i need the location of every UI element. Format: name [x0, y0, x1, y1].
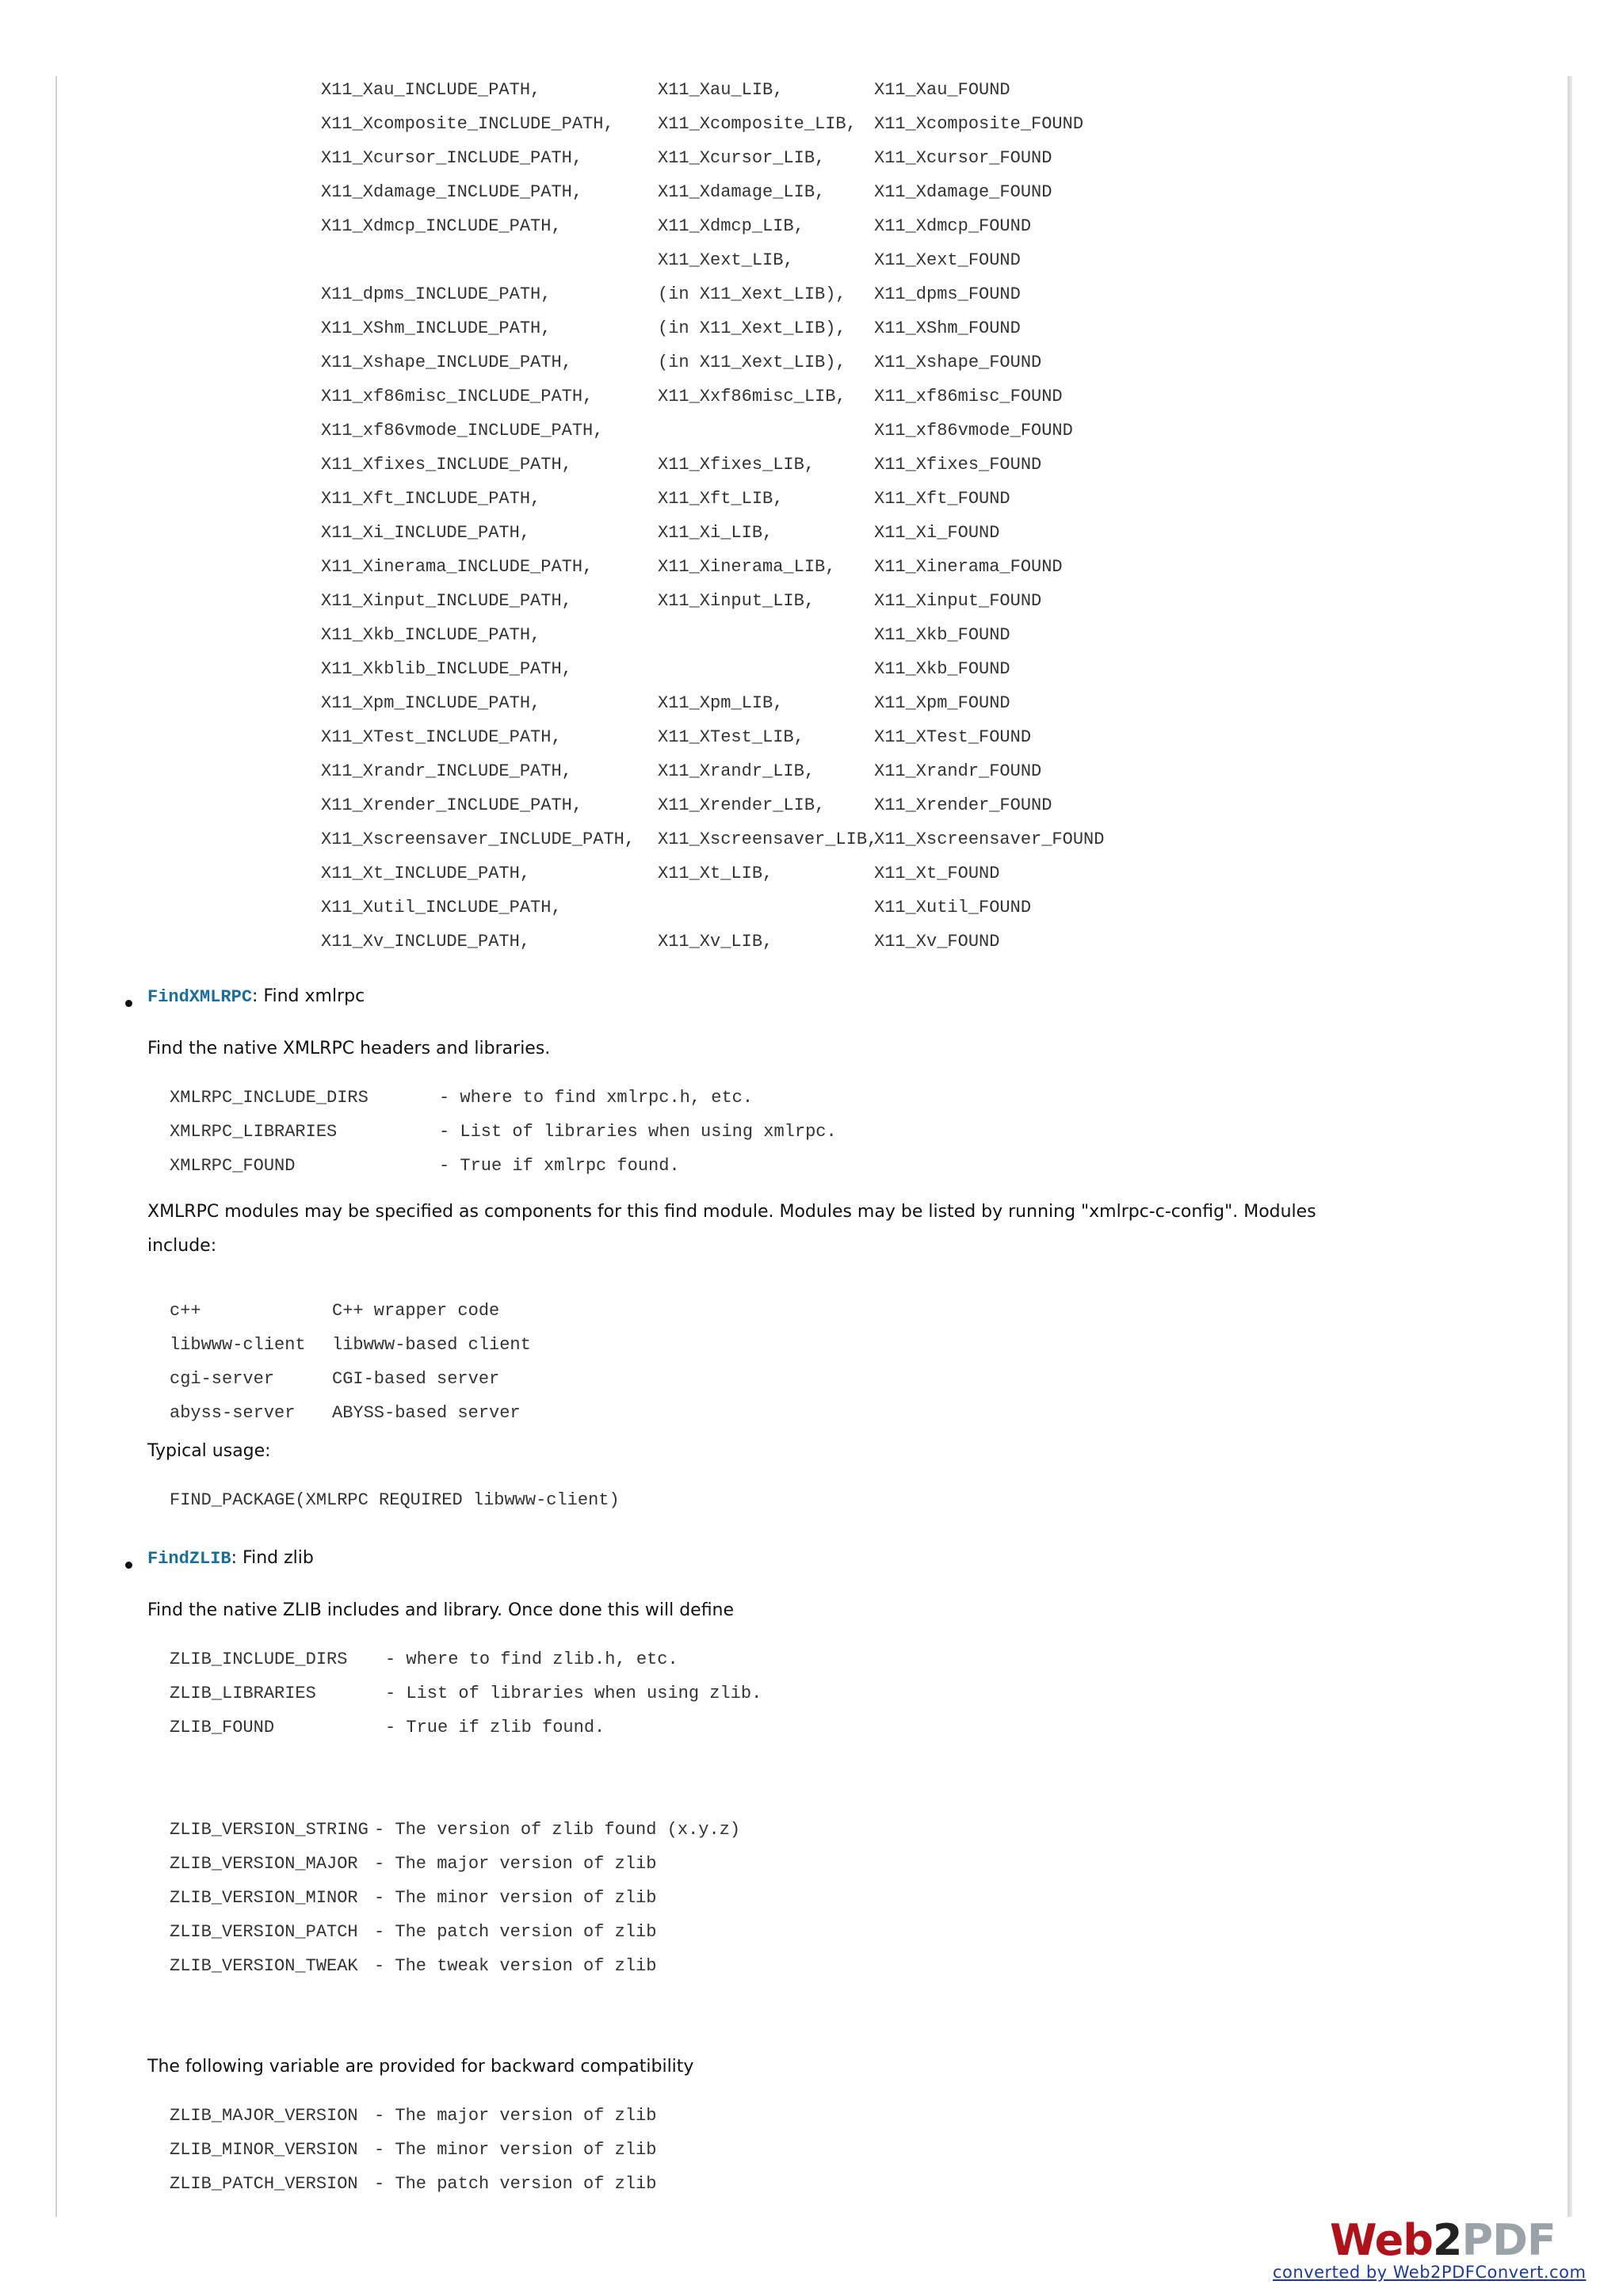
lib-cell: X11_Xcursor_LIB,	[658, 148, 826, 168]
var-description: - where to find xmlrpc.h, etc.	[439, 1088, 754, 1108]
include-path-cell: X11_xf86vmode_INCLUDE_PATH,	[321, 421, 604, 441]
findxmlrpc-summary: : Find xmlrpc	[252, 986, 365, 1006]
found-cell: X11_Xcomposite_FOUND	[874, 114, 1084, 134]
include-path-cell: X11_Xcursor_INCLUDE_PATH,	[321, 148, 583, 168]
include-path-cell: X11_Xinput_INCLUDE_PATH,	[321, 591, 572, 611]
var-description: ABYSS-based server	[332, 1403, 521, 1423]
found-cell: X11_Xt_FOUND	[874, 864, 1000, 883]
var-description: - List of libraries when using xmlrpc.	[439, 1122, 837, 1142]
var-name: ZLIB_FOUND	[170, 1718, 275, 1737]
findzlib-link[interactable]: FindZLIB	[147, 1549, 231, 1569]
found-cell: X11_Xdmcp_FOUND	[874, 216, 1032, 236]
var-description: - The minor version of zlib	[374, 1888, 657, 1908]
lib-cell: X11_Xrender_LIB,	[658, 795, 826, 815]
lib-cell: X11_Xi_LIB,	[658, 523, 773, 543]
var-description: - True if zlib found.	[385, 1718, 605, 1737]
page-border-left	[55, 76, 57, 2217]
var-description: - The major version of zlib	[374, 2106, 657, 2126]
var-description: - List of libraries when using zlib.	[385, 1684, 762, 1703]
include-path-cell: X11_Xft_INCLUDE_PATH,	[321, 489, 541, 509]
bullet-findxmlrpc	[125, 1000, 132, 1007]
found-cell: X11_Xinerama_FOUND	[874, 557, 1063, 577]
var-name: abyss-server	[170, 1403, 296, 1423]
var-description: - The minor version of zlib	[374, 2140, 657, 2160]
lib-cell: X11_Xrandr_LIB,	[658, 761, 815, 781]
var-name: ZLIB_PATCH_VERSION	[170, 2174, 358, 2194]
lib-cell: X11_XTest_LIB,	[658, 727, 804, 747]
include-path-cell: X11_Xutil_INCLUDE_PATH,	[321, 898, 562, 917]
lib-cell: X11_Xext_LIB,	[658, 250, 794, 270]
include-path-cell: X11_Xfixes_INCLUDE_PATH,	[321, 455, 572, 475]
include-path-cell: X11_XTest_INCLUDE_PATH,	[321, 727, 562, 747]
found-cell: X11_Xpm_FOUND	[874, 693, 1010, 713]
bullet-findzlib	[125, 1562, 132, 1569]
logo-web: Web	[1330, 2215, 1433, 2265]
include-path-cell: X11_Xrender_INCLUDE_PATH,	[321, 795, 583, 815]
zlib-compat-text: The following variable are provided for backward compatibility	[147, 2057, 694, 2077]
found-cell: X11_Xkb_FOUND	[874, 659, 1010, 679]
xmlrpc-modules-text: XMLRPC modules may be specified as components for this find module. Modules may be listed by running "xmlrpc-c-config". Modules include:	[147, 1202, 1316, 1256]
include-path-cell: X11_XShm_INCLUDE_PATH,	[321, 318, 552, 338]
lib-cell: X11_Xdamage_LIB,	[658, 182, 826, 202]
lib-cell: X11_Xdmcp_LIB,	[658, 216, 804, 236]
found-cell: X11_Xutil_FOUND	[874, 898, 1032, 917]
lib-cell: X11_Xinput_LIB,	[658, 591, 815, 611]
web2pdf-logo	[1330, 2215, 1556, 2265]
var-name: cgi-server	[170, 1369, 275, 1389]
found-cell: X11_Xshape_FOUND	[874, 353, 1042, 372]
var-description: - True if xmlrpc found.	[439, 1156, 680, 1176]
page-border-right	[1568, 76, 1572, 2217]
var-name: ZLIB_LIBRARIES	[170, 1684, 316, 1703]
logo-2: 2	[1432, 2215, 1462, 2265]
found-cell: X11_Xau_FOUND	[874, 80, 1010, 100]
include-path-cell: X11_Xdamage_INCLUDE_PATH,	[321, 182, 583, 202]
found-cell: X11_Xft_FOUND	[874, 489, 1010, 509]
lib-cell: X11_Xxf86misc_LIB,	[658, 387, 846, 406]
include-path-cell: X11_Xkb_INCLUDE_PATH,	[321, 625, 541, 645]
found-cell: X11_Xcursor_FOUND	[874, 148, 1052, 168]
found-cell: X11_Xext_FOUND	[874, 250, 1021, 270]
include-path-cell: X11_Xpm_INCLUDE_PATH,	[321, 693, 541, 713]
findxmlrpc-link[interactable]: FindXMLRPC	[147, 987, 253, 1007]
lib-cell: (in X11_Xext_LIB),	[658, 353, 846, 372]
var-name: c++	[170, 1301, 201, 1321]
var-name: ZLIB_INCLUDE_DIRS	[170, 1650, 348, 1669]
found-cell: X11_Xi_FOUND	[874, 523, 1000, 543]
include-path-cell: X11_Xshape_INCLUDE_PATH,	[321, 353, 572, 372]
include-path-cell: X11_dpms_INCLUDE_PATH,	[321, 284, 552, 304]
lib-cell: X11_Xscreensaver_LIB,	[658, 830, 878, 849]
include-path-cell: X11_xf86misc_INCLUDE_PATH,	[321, 387, 594, 406]
found-cell: X11_Xv_FOUND	[874, 932, 1000, 952]
lib-cell: X11_Xcomposite_LIB,	[658, 114, 857, 134]
findxmlrpc-intro: Find the native XMLRPC headers and libraries.	[147, 1039, 551, 1058]
var-name: ZLIB_VERSION_TWEAK	[170, 1956, 358, 1976]
var-description: - The patch version of zlib	[374, 2174, 657, 2194]
lib-cell: X11_Xfixes_LIB,	[658, 455, 815, 475]
include-path-cell: X11_Xrandr_INCLUDE_PATH,	[321, 761, 572, 781]
var-description: CGI-based server	[332, 1369, 500, 1389]
include-path-cell: X11_Xi_INCLUDE_PATH,	[321, 523, 531, 543]
include-path-cell: X11_Xinerama_INCLUDE_PATH,	[321, 557, 594, 577]
found-cell: X11_dpms_FOUND	[874, 284, 1021, 304]
logo-pdf: PDF	[1461, 2215, 1556, 2265]
lib-cell: X11_Xt_LIB,	[658, 864, 773, 883]
include-path-cell: X11_Xdmcp_INCLUDE_PATH,	[321, 216, 562, 236]
lib-cell: X11_Xft_LIB,	[658, 489, 784, 509]
xmlrpc-usage-label: Typical usage:	[147, 1441, 271, 1461]
var-name: ZLIB_VERSION_PATCH	[170, 1922, 358, 1942]
var-name: ZLIB_VERSION_STRING	[170, 1820, 369, 1840]
lib-cell: X11_Xinerama_LIB,	[658, 557, 836, 577]
found-cell: X11_Xscreensaver_FOUND	[874, 830, 1105, 849]
xmlrpc-usage-code: FIND_PACKAGE(XMLRPC REQUIRED libwww-client)	[170, 1490, 620, 1510]
lib-cell: X11_Xau_LIB,	[658, 80, 784, 100]
found-cell: X11_XShm_FOUND	[874, 318, 1021, 338]
converted-by-link[interactable]: converted by Web2PDFConvert.com	[1273, 2263, 1587, 2282]
include-path-cell: X11_Xv_INCLUDE_PATH,	[321, 932, 531, 952]
var-description: - The major version of zlib	[374, 1854, 657, 1874]
var-description: C++ wrapper code	[332, 1301, 500, 1321]
var-name: ZLIB_VERSION_MINOR	[170, 1888, 358, 1908]
lib-cell: X11_Xpm_LIB,	[658, 693, 784, 713]
findzlib-summary: : Find zlib	[231, 1548, 314, 1568]
var-name: ZLIB_VERSION_MAJOR	[170, 1854, 358, 1874]
found-cell: X11_xf86vmode_FOUND	[874, 421, 1073, 441]
var-name: XMLRPC_LIBRARIES	[170, 1122, 338, 1142]
found-cell: X11_Xfixes_FOUND	[874, 455, 1042, 475]
var-description: libwww-based client	[332, 1335, 531, 1355]
var-description: - The tweak version of zlib	[374, 1956, 657, 1976]
include-path-cell: X11_Xt_INCLUDE_PATH,	[321, 864, 531, 883]
found-cell: X11_Xkb_FOUND	[874, 625, 1010, 645]
var-name: libwww-client	[170, 1335, 306, 1355]
findxmlrpc-heading	[147, 979, 365, 1014]
found-cell: X11_Xrandr_FOUND	[874, 761, 1042, 781]
lib-cell: (in X11_Xext_LIB),	[658, 318, 846, 338]
include-path-cell: X11_Xscreensaver_INCLUDE_PATH,	[321, 830, 636, 849]
var-description: - The patch version of zlib	[374, 1922, 657, 1942]
found-cell: X11_Xdamage_FOUND	[874, 182, 1052, 202]
include-path-cell: X11_Xcomposite_INCLUDE_PATH,	[321, 114, 614, 134]
found-cell: X11_XTest_FOUND	[874, 727, 1032, 747]
var-name: XMLRPC_FOUND	[170, 1156, 296, 1176]
var-description: - where to find zlib.h, etc.	[385, 1650, 678, 1669]
findzlib-heading	[147, 1541, 314, 1576]
var-name: XMLRPC_INCLUDE_DIRS	[170, 1088, 369, 1108]
include-path-cell: X11_Xkblib_INCLUDE_PATH,	[321, 659, 572, 679]
var-name: ZLIB_MAJOR_VERSION	[170, 2106, 358, 2126]
found-cell: X11_Xinput_FOUND	[874, 591, 1042, 611]
include-path-cell: X11_Xau_INCLUDE_PATH,	[321, 80, 541, 100]
found-cell: X11_Xrender_FOUND	[874, 795, 1052, 815]
var-name: ZLIB_MINOR_VERSION	[170, 2140, 358, 2160]
var-description: - The version of zlib found (x.y.z)	[374, 1820, 741, 1840]
lib-cell: X11_Xv_LIB,	[658, 932, 773, 952]
lib-cell: (in X11_Xext_LIB),	[658, 284, 846, 304]
found-cell: X11_xf86misc_FOUND	[874, 387, 1063, 406]
findzlib-intro: Find the native ZLIB includes and library. Once done this will define	[147, 1600, 735, 1620]
